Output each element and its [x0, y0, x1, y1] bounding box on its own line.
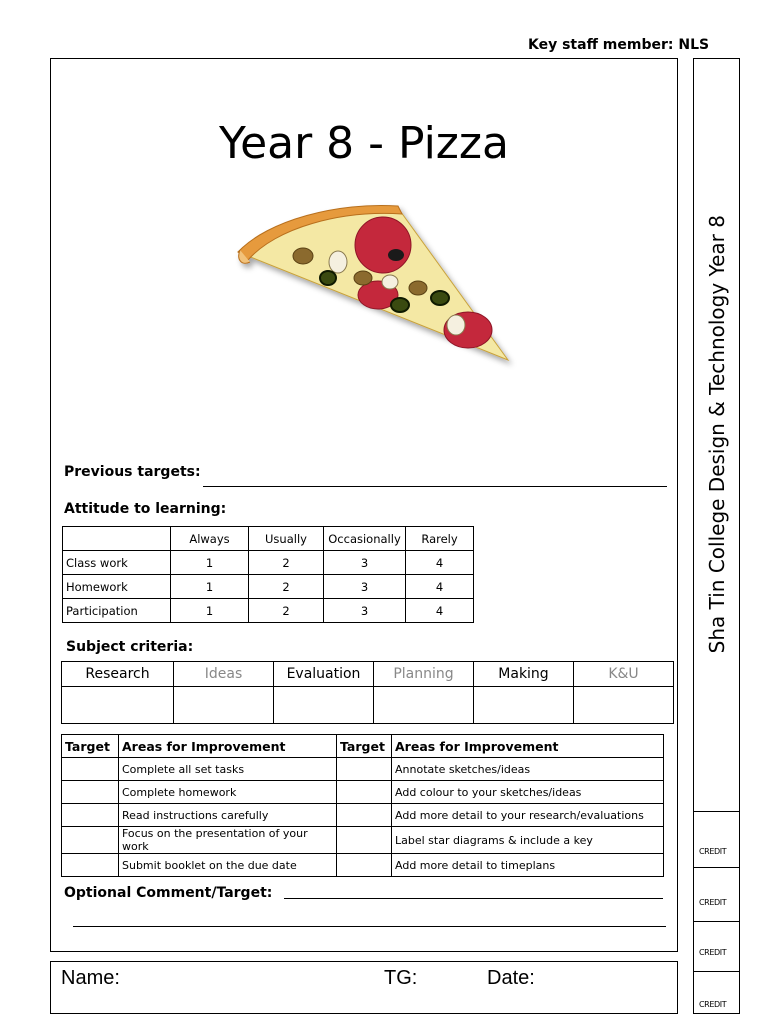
improvement-item: Add colour to your sketches/ideas	[392, 781, 664, 804]
target-checkbox-cell[interactable]	[62, 854, 119, 877]
attitude-value[interactable]: 1	[171, 599, 249, 623]
improvement-row	[62, 804, 664, 827]
credit-label: CREDIT	[699, 1000, 727, 1009]
criteria-header-row	[62, 662, 674, 687]
attitude-row	[63, 599, 474, 623]
criteria-ku: K&U	[574, 662, 674, 687]
pizza-slice-image	[228, 200, 518, 370]
attitude-header-cell: Always	[171, 527, 249, 551]
attitude-row-label: Participation	[63, 599, 171, 623]
improvement-item: Complete all set tasks	[119, 758, 337, 781]
criteria-research: Research	[62, 662, 174, 687]
attitude-value[interactable]: 4	[406, 551, 474, 575]
target-checkbox-cell[interactable]	[337, 827, 392, 854]
target-checkbox-cell[interactable]	[337, 781, 392, 804]
improvement-item: Annotate sketches/ideas	[392, 758, 664, 781]
side-title-text: Sha Tin College Design & Technology Year 8	[704, 214, 729, 654]
optional-comment-line[interactable]	[284, 898, 663, 899]
improvement-item: Focus on the presentation of your work	[119, 827, 337, 854]
previous-targets-line[interactable]	[203, 486, 667, 487]
credit-box	[694, 921, 739, 957]
improvement-item: Add more detail to your research/evaluations	[392, 804, 664, 827]
improvement-row	[62, 854, 664, 877]
criteria-grade-cell[interactable]	[62, 687, 174, 724]
areas-header: Areas for Improvement	[392, 735, 664, 758]
tg-label: TG:	[384, 967, 418, 989]
improvement-item: Label star diagrams & include a key	[392, 827, 664, 854]
footer-frame	[50, 961, 678, 1014]
target-checkbox-cell[interactable]	[62, 804, 119, 827]
attitude-value[interactable]: 3	[324, 599, 406, 623]
attitude-value[interactable]: 4	[406, 599, 474, 623]
criteria-planning: Planning	[374, 662, 474, 687]
target-checkbox-cell[interactable]	[337, 758, 392, 781]
attitude-table	[62, 526, 474, 623]
optional-comment-line[interactable]	[73, 926, 666, 927]
attitude-row	[63, 575, 474, 599]
side-frame	[693, 58, 740, 1014]
credit-box	[694, 971, 739, 1009]
attitude-value[interactable]: 3	[324, 575, 406, 599]
optional-comment-label: Optional Comment/Target:	[64, 885, 273, 901]
key-staff-member: Key staff member: NLS	[528, 37, 710, 53]
attitude-header-cell: Occasionally	[324, 527, 406, 551]
credit-box	[694, 867, 739, 907]
criteria-making: Making	[474, 662, 574, 687]
attitude-header-cell: Rarely	[406, 527, 474, 551]
attitude-header-row	[63, 527, 474, 551]
improvement-item: Submit booklet on the due date	[119, 854, 337, 877]
side-title	[694, 59, 739, 809]
improvement-row	[62, 758, 664, 781]
attitude-row-label: Homework	[63, 575, 171, 599]
areas-header: Areas for Improvement	[119, 735, 337, 758]
credit-box	[694, 811, 739, 856]
credit-label: CREDIT	[699, 948, 727, 957]
attitude-header-cell: Usually	[249, 527, 324, 551]
criteria-ideas: Ideas	[174, 662, 274, 687]
target-header: Target	[337, 735, 392, 758]
date-label: Date:	[487, 967, 535, 989]
target-checkbox-cell[interactable]	[62, 827, 119, 854]
attitude-value[interactable]: 1	[171, 575, 249, 599]
attitude-value[interactable]: 2	[249, 551, 324, 575]
criteria-grade-cell[interactable]	[574, 687, 674, 724]
improvement-item: Complete homework	[119, 781, 337, 804]
attitude-header-cell	[63, 527, 171, 551]
improvement-row	[62, 781, 664, 804]
subject-criteria-heading: Subject criteria:	[66, 639, 194, 655]
criteria-grade-cell[interactable]	[174, 687, 274, 724]
improvement-item: Read instructions carefully	[119, 804, 337, 827]
target-checkbox-cell[interactable]	[337, 804, 392, 827]
attitude-value[interactable]: 1	[171, 551, 249, 575]
criteria-grade-row	[62, 687, 674, 724]
attitude-value[interactable]: 4	[406, 575, 474, 599]
attitude-row-label: Class work	[63, 551, 171, 575]
criteria-evaluation: Evaluation	[274, 662, 374, 687]
name-label: Name:	[61, 967, 120, 989]
target-checkbox-cell[interactable]	[62, 781, 119, 804]
target-header: Target	[62, 735, 119, 758]
attitude-heading: Attitude to learning:	[64, 501, 227, 517]
attitude-row	[63, 551, 474, 575]
target-checkbox-cell[interactable]	[337, 854, 392, 877]
attitude-value[interactable]: 3	[324, 551, 406, 575]
credit-label: CREDIT	[699, 898, 727, 907]
criteria-grade-cell[interactable]	[274, 687, 374, 724]
attitude-value[interactable]: 2	[249, 599, 324, 623]
criteria-grade-cell[interactable]	[374, 687, 474, 724]
improvement-item: Add more detail to timeplans	[392, 854, 664, 877]
improvement-header-row	[62, 735, 664, 758]
criteria-grade-cell[interactable]	[474, 687, 574, 724]
previous-targets-label: Previous targets:	[64, 464, 201, 480]
page-title: Year 8 - Pizza	[219, 118, 509, 169]
attitude-value[interactable]: 2	[249, 575, 324, 599]
improvement-row	[62, 827, 664, 854]
credit-label: CREDIT	[699, 847, 727, 856]
subject-criteria-table	[61, 661, 674, 724]
target-checkbox-cell[interactable]	[62, 758, 119, 781]
improvement-table	[61, 734, 664, 877]
